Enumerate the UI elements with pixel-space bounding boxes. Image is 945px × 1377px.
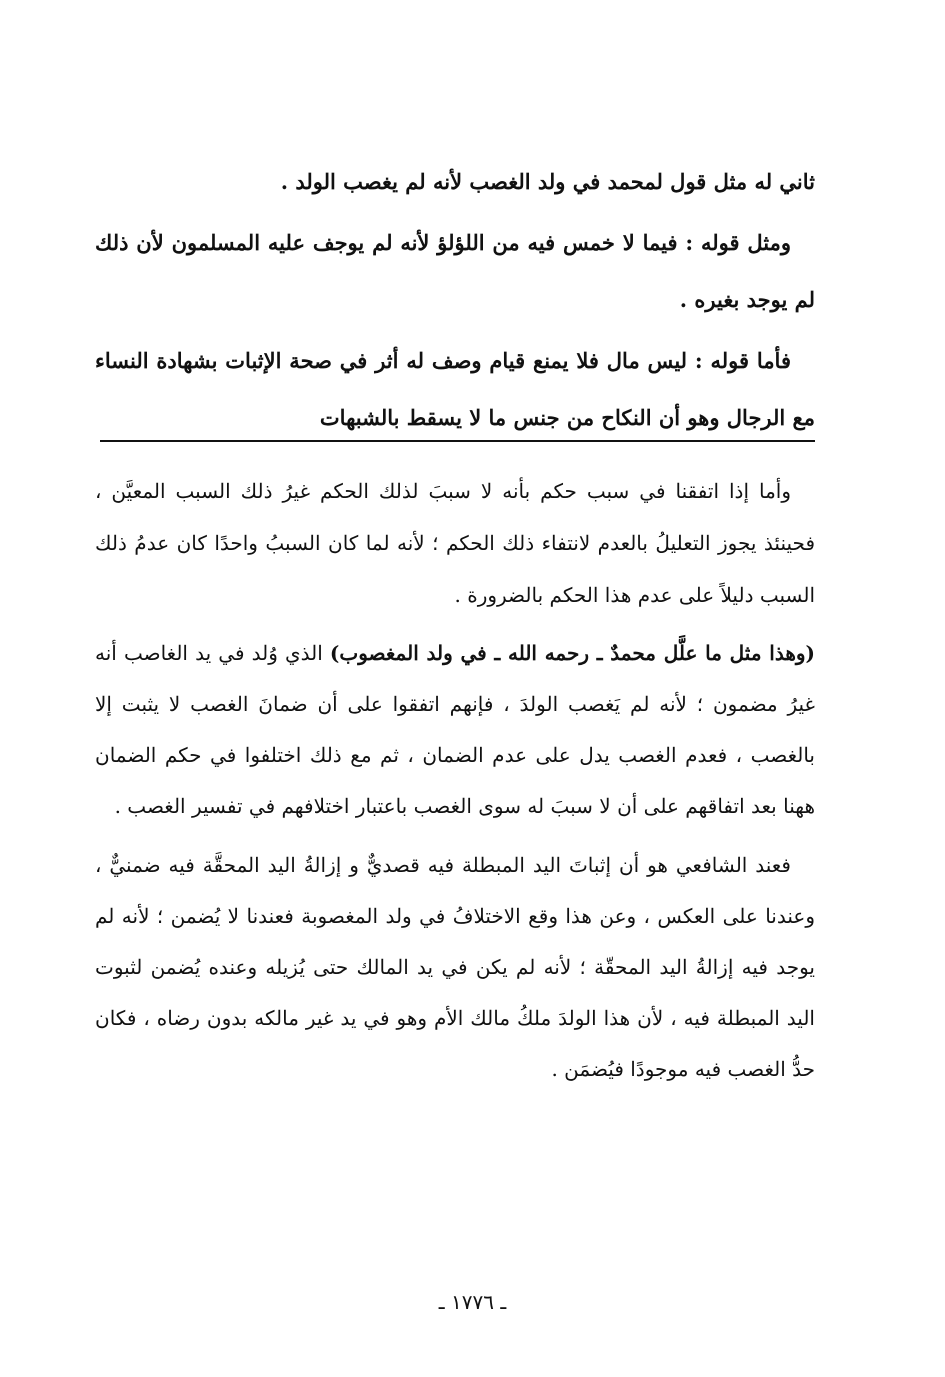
page-number: ـ ١٧٧٦ ـ [438, 1290, 507, 1314]
commentary-top [95, 465, 815, 621]
main-text-line-1: ثاني له مثل قول لمحمد في ولد الغصب لأنه لم يغصب الولد . [280, 169, 815, 194]
section-divider [100, 440, 815, 442]
commentary-paragraph-3: فعند الشافعي هو أن إثباتَ اليد المبطلة فيه قصديٌّ و إزالةُ اليد المحقَّة فيه ضمنيٌّ ، وعندنا على العكس ، وعن هذا وقع الاختلافُ في ولد المغصوبة فعندنا لا يُضمن ؛ لأنه لم يوجد فيه إزالةُ اليد المحقّة ؛ لأنه لم يكن في يد المالك حتى يُزيله وعنده يُضمن لثبوت اليد المبطلة فيه ، لأن هذا الولدَ ملكُ مالك الأم وهو في يد غير مالكه بدون رضاه ، فكان حدُّ الغصب فيه موجودًا فيُضمَن . [95, 853, 815, 1081]
main-text-paragraph-2: ومثل قوله : فيما لا خمس فيه من اللؤلؤ لأنه لم يوجف عليه المسلمون لأن ذلك لم يوجد بغيره . [95, 230, 815, 312]
commentary-bottom [95, 628, 815, 1103]
commentary-paragraph-2-text: الذي وُلد في يد الغاصب أنه غيرُ مضمون ؛ لأنه لم يَغصب الولدَ ، فإنهم اتفقوا على أن ضمانَ الغصب لا يثبت إلا بالغصب ، فعدم الغصب يدل على عدم الضمان ، ثم مع ذلك اختلفوا في حكم الضمان ههنا بعد اتفاقهم على أن لا سببَ له سوى الغصب باعتبار اختلافهم في تفسير الغصب . [95, 641, 815, 818]
main-text-paragraph-3: فأما قوله : ليس مال فلا يمنع قيام وصف له أثر في صحة الإثبات بشهادة النساء مع الرجال وهو أن النكاح من جنس ما لا يسقط بالشبهات [95, 348, 815, 430]
commentary-lemma: (وهذا مثل ما علَّل محمدٌ ـ رحمه الله ـ في ولد المغصوب) [329, 641, 816, 665]
commentary-paragraph-2 [95, 628, 815, 832]
commentary-paragraph-1: وأما إذا اتفقنا في سبب حكم بأنه لا سببَ لذلك الحكم غيرُ ذلك السبب المعيَّن ، فحينئذ يجوز التعليلُ بالعدم لانتفاء ذلك الحكم ؛ لأنه لما كان السببُ واحدًا كان عدمُ ذلك السبب دليلاً على عدم هذا الحكم بالضرورة . [95, 479, 815, 607]
main-text [95, 153, 815, 450]
